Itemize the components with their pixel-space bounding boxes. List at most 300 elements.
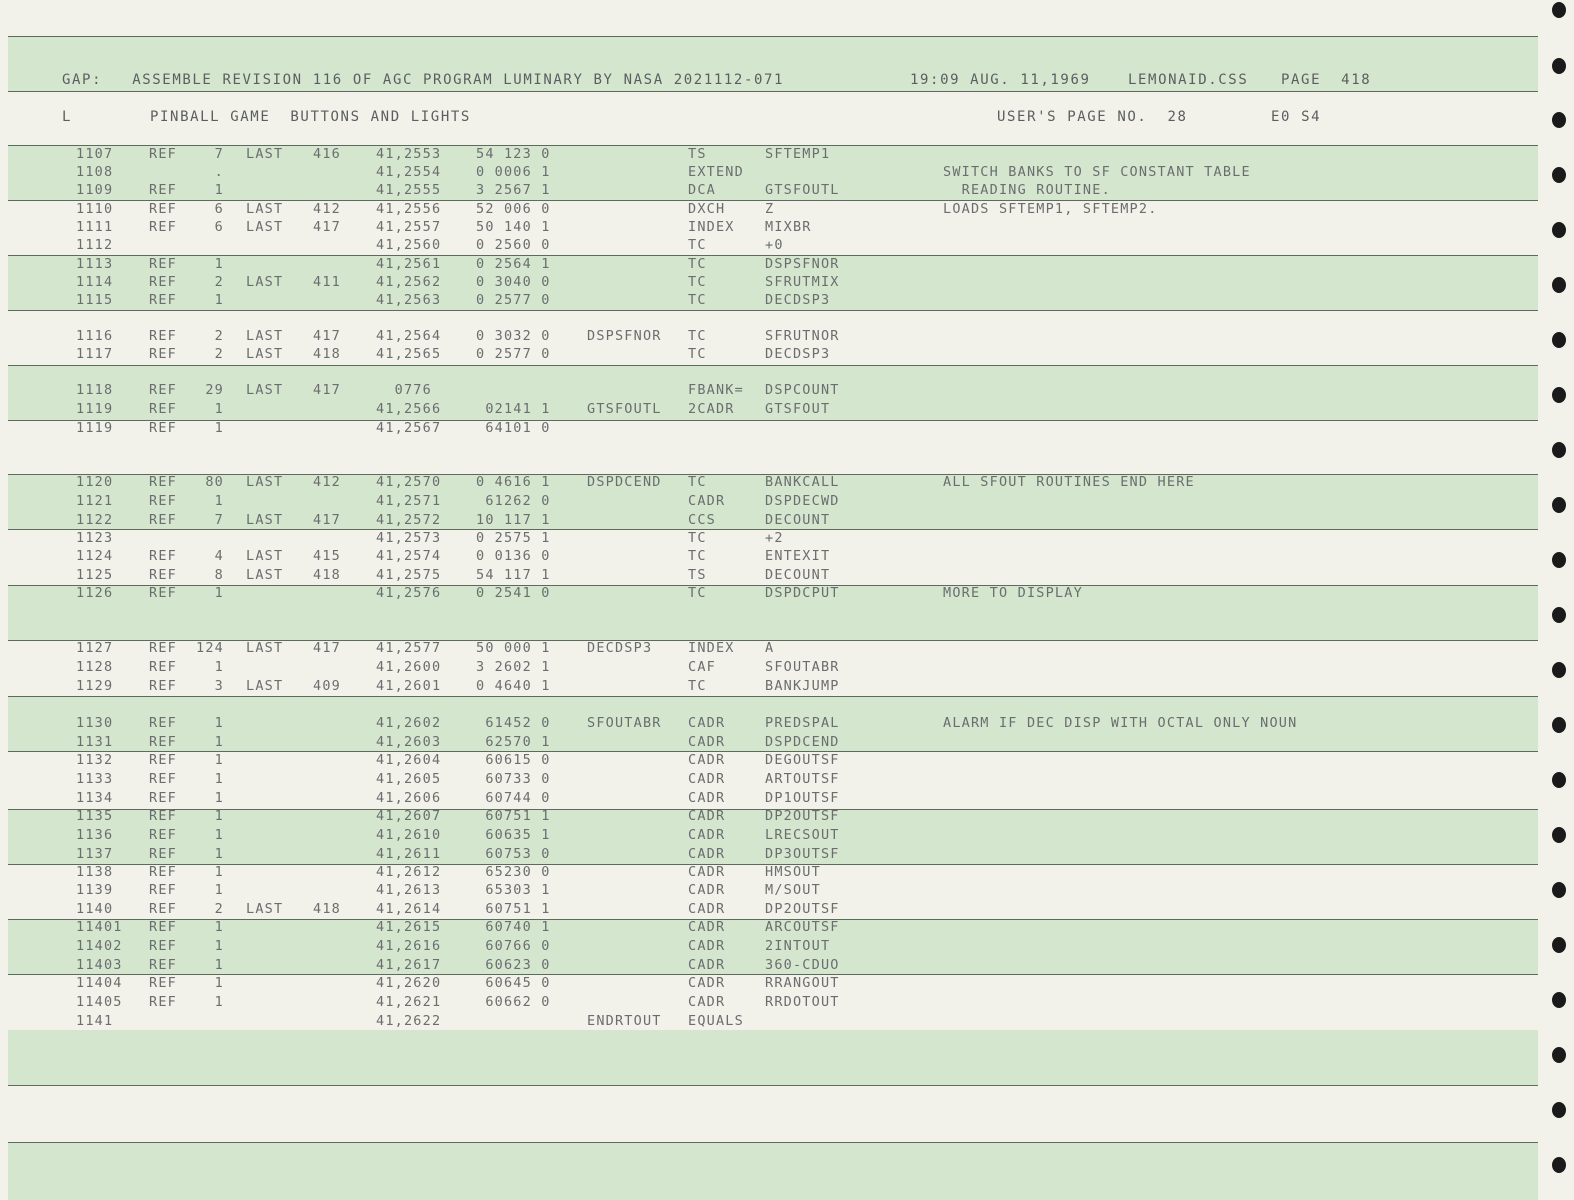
last-page: 416: [313, 146, 341, 162]
last-marker: LAST: [246, 678, 284, 694]
listing-row: [0, 789, 1530, 808]
octal-word: 54 123 0: [476, 146, 551, 162]
ref-count: 2: [214, 346, 224, 362]
operand: GTSFOUT: [765, 401, 831, 417]
ref-marker: REF: [149, 678, 177, 694]
line-number: 1122: [76, 512, 114, 528]
listing-row: [0, 993, 1530, 1012]
line-number: 1110: [76, 201, 114, 217]
listing-row: [0, 863, 1530, 882]
operand: BANKJUMP: [765, 678, 840, 694]
address: 41,2617: [376, 957, 442, 973]
address: 41,2566: [376, 401, 442, 417]
opcode: CADR: [688, 734, 726, 750]
octal-word: 0 2564 1: [476, 256, 551, 272]
operand: DECDSP3: [765, 346, 831, 362]
opcode: EXTEND: [688, 164, 744, 180]
listing-row: [0, 400, 1530, 419]
opcode: CADR: [688, 919, 726, 935]
octal-word: 60635 1: [476, 827, 551, 843]
opcode: CADR: [688, 994, 726, 1010]
opcode: TS: [688, 567, 707, 583]
address: 41,2570: [376, 474, 442, 490]
comment: READING ROUTINE.: [943, 182, 1111, 198]
octal-word: 60645 0: [476, 975, 551, 991]
ref-count: 1: [214, 420, 224, 436]
octal-word: 60662 0: [476, 994, 551, 1010]
octal-word: 61262 0: [476, 493, 551, 509]
line-number: 1113: [76, 256, 114, 272]
address: 41,2603: [376, 734, 442, 750]
symbol-label: DSPSFNOR: [587, 328, 662, 344]
ref-marker: REF: [149, 292, 177, 308]
octal-word: 64101 0: [476, 420, 551, 436]
opcode: TS: [688, 146, 707, 162]
ref-marker: REF: [149, 585, 177, 601]
opcode: CADR: [688, 882, 726, 898]
last-page: 417: [313, 382, 341, 398]
line-number: 1139: [76, 882, 114, 898]
address: 41,2573: [376, 530, 442, 546]
line-number: 1127: [76, 640, 114, 656]
last-marker: LAST: [246, 346, 284, 362]
operand: DSPDECWD: [765, 493, 840, 509]
ref-count: 1: [214, 882, 224, 898]
band-rule: [8, 36, 1538, 37]
line-number: 1118: [76, 382, 114, 398]
paper-band: [8, 1030, 1538, 1085]
line-number: 1116: [76, 328, 114, 344]
line-number: 1109: [76, 182, 114, 198]
listing-row: [0, 658, 1530, 677]
line-number: 11405: [76, 994, 123, 1010]
line-number: 1132: [76, 752, 114, 768]
symbol-label: GTSFOUTL: [587, 401, 662, 417]
ref-count: 2: [214, 274, 224, 290]
address: 41,2572: [376, 512, 442, 528]
last-marker: LAST: [246, 219, 284, 235]
listing-row: [0, 881, 1530, 900]
opcode: TC: [688, 678, 707, 694]
ref-marker: REF: [149, 790, 177, 806]
octal-word: 50 000 1: [476, 640, 551, 656]
line-number: 1130: [76, 715, 114, 731]
address: 41,2611: [376, 846, 442, 862]
octal-word: 3 2567 1: [476, 182, 551, 198]
listing-row: [0, 181, 1530, 200]
opcode: TC: [688, 328, 707, 344]
ref-marker: REF: [149, 846, 177, 862]
line-number: 1119: [76, 420, 114, 436]
ref-count: 1: [214, 975, 224, 991]
octal-word: 0 0006 1: [476, 164, 551, 180]
line-number: 11403: [76, 957, 123, 973]
feed-hole: [1552, 772, 1566, 788]
octal-word: 62570 1: [476, 734, 551, 750]
comment: LOADS SFTEMP1, SFTEMP2.: [943, 201, 1158, 217]
opcode: CADR: [688, 901, 726, 917]
opcode: CADR: [688, 938, 726, 954]
ref-marker: REF: [149, 734, 177, 750]
opcode: INDEX: [688, 219, 735, 235]
listing-row: [0, 291, 1530, 310]
ref-marker: REF: [149, 146, 177, 162]
opcode: INDEX: [688, 640, 735, 656]
last-marker: LAST: [246, 901, 284, 917]
ref-marker: REF: [149, 882, 177, 898]
opcode: TC: [688, 548, 707, 564]
opcode: CADR: [688, 808, 726, 824]
ref-marker: REF: [149, 493, 177, 509]
ref-count: 1: [214, 256, 224, 272]
ref-marker: REF: [149, 640, 177, 656]
octal-word: 50 140 1: [476, 219, 551, 235]
ref-count: 1: [214, 919, 224, 935]
opcode: CADR: [688, 957, 726, 973]
last-page: 411: [313, 274, 341, 290]
opcode: TC: [688, 237, 707, 253]
line-number: 1129: [76, 678, 114, 694]
operand: ENTEXIT: [765, 548, 831, 564]
operand: ARCOUTSF: [765, 919, 840, 935]
octal-word: 60744 0: [476, 790, 551, 806]
band-rule: [8, 1085, 1538, 1086]
listing-row: [0, 918, 1530, 937]
feed-hole: [1552, 58, 1566, 74]
ref-count: 1: [214, 827, 224, 843]
operand: MIXBR: [765, 219, 812, 235]
ref-count: 1: [214, 585, 224, 601]
feed-hole: [1552, 497, 1566, 513]
address: 41,2565: [376, 346, 442, 362]
line-number: 1141: [76, 1013, 114, 1029]
operand: 360-CDUO: [765, 957, 840, 973]
last-marker: LAST: [246, 146, 284, 162]
opcode: DXCH: [688, 201, 726, 217]
operand: RRANGOUT: [765, 975, 840, 991]
ref-count: 1: [214, 715, 224, 731]
operand: SFRUTNOR: [765, 328, 840, 344]
line-number: 1128: [76, 659, 114, 675]
octal-word: 52 006 0: [476, 201, 551, 217]
ref-count: 6: [214, 201, 224, 217]
listing-row: [0, 473, 1530, 492]
listing-row: [0, 511, 1530, 530]
address: 41,2614: [376, 901, 442, 917]
feed-hole: [1552, 552, 1566, 568]
listing-row: [0, 956, 1530, 975]
ref-count: 124: [196, 640, 224, 656]
feed-hole: [1552, 2, 1566, 18]
feed-hole: [1552, 167, 1566, 183]
ref-count: 1: [214, 846, 224, 862]
line-number: 1140: [76, 901, 114, 917]
opcode: CADR: [688, 493, 726, 509]
octal-word: 0 2560 0: [476, 237, 551, 253]
band-rule: [8, 696, 1538, 697]
opcode: CADR: [688, 846, 726, 862]
opcode: TC: [688, 256, 707, 272]
address: 41,2575: [376, 567, 442, 583]
octal-word: 60751 1: [476, 808, 551, 824]
comment: ALARM IF DEC DISP WITH OCTAL ONLY NOUN: [943, 715, 1298, 731]
ref-count: 1: [214, 493, 224, 509]
last-marker: LAST: [246, 567, 284, 583]
opcode: CADR: [688, 790, 726, 806]
operand: SFTEMP1: [765, 146, 831, 162]
listing-row: [0, 714, 1530, 733]
octal-word: 3 2602 1: [476, 659, 551, 675]
page-title: GAP: ASSEMBLE REVISION 116 OF AGC PROGRAM LUMINARY BY NASA 2021112-071: [62, 72, 785, 88]
address: 41,2556: [376, 201, 442, 217]
listing-row: [0, 492, 1530, 511]
ref-marker: REF: [149, 182, 177, 198]
ref-count: 8: [214, 567, 224, 583]
opcode: CADR: [688, 752, 726, 768]
address: 0776: [376, 382, 432, 398]
opcode: TC: [688, 585, 707, 601]
last-page: 409: [313, 678, 341, 694]
feed-hole: [1552, 882, 1566, 898]
ref-count: 1: [214, 734, 224, 750]
feed-hole: [1552, 1157, 1566, 1173]
last-page: 415: [313, 548, 341, 564]
listing-row: [0, 236, 1530, 255]
line-number: 11402: [76, 938, 123, 954]
address: 41,2557: [376, 219, 442, 235]
opcode: CAF: [688, 659, 716, 675]
address: 41,2560: [376, 237, 442, 253]
listing-row: [0, 845, 1530, 864]
last-page: 412: [313, 201, 341, 217]
ref-marker: REF: [149, 256, 177, 272]
operand: LRECSOUT: [765, 827, 840, 843]
address: 41,2553: [376, 146, 442, 162]
line-number: 1115: [76, 292, 114, 308]
listing-row: [0, 751, 1530, 770]
ref-count: 1: [214, 659, 224, 675]
listing-row: [0, 770, 1530, 789]
address: 41,2567: [376, 420, 442, 436]
operand: DP3OUTSF: [765, 846, 840, 862]
operand: PREDSPAL: [765, 715, 840, 731]
address: 41,2571: [376, 493, 442, 509]
ref-marker: REF: [149, 219, 177, 235]
operand: DSPDCPUT: [765, 585, 840, 601]
feed-hole: [1552, 1047, 1566, 1063]
address: 41,2616: [376, 938, 442, 954]
operand: DP1OUTSF: [765, 790, 840, 806]
listing-row: [0, 937, 1530, 956]
ref-marker: REF: [149, 274, 177, 290]
last-marker: LAST: [246, 640, 284, 656]
address: 41,2576: [376, 585, 442, 601]
last-marker: LAST: [246, 548, 284, 564]
line-number: 1131: [76, 734, 114, 750]
address: 41,2574: [376, 548, 442, 564]
opcode: DCA: [688, 182, 716, 198]
ref-marker: REF: [149, 938, 177, 954]
octal-word: 02141 1: [476, 401, 551, 417]
ref-marker: REF: [149, 864, 177, 880]
opcode: CADR: [688, 771, 726, 787]
ref-count: 80: [205, 474, 224, 490]
operand: DSPDCEND: [765, 734, 840, 750]
address: 41,2601: [376, 678, 442, 694]
listing-row: [0, 584, 1530, 603]
operand: DSPCOUNT: [765, 382, 840, 398]
opcode: TC: [688, 346, 707, 362]
line-number: 1137: [76, 846, 114, 862]
octal-word: 54 117 1: [476, 567, 551, 583]
last-marker: LAST: [246, 274, 284, 290]
octal-word: 60740 1: [476, 919, 551, 935]
opcode: FBANK=: [688, 382, 744, 398]
ref-marker: REF: [149, 201, 177, 217]
operand: DECDSP3: [765, 292, 831, 308]
page-code: E0 S4: [1271, 109, 1322, 125]
feed-hole: [1552, 607, 1566, 623]
ref-count: 1: [214, 864, 224, 880]
band-rule: [8, 310, 1538, 311]
section-title: PINBALL GAME BUTTONS AND LIGHTS: [150, 109, 471, 125]
octal-word: 0 2577 0: [476, 292, 551, 308]
operand: 2INTOUT: [765, 938, 831, 954]
operand: HMSOUT: [765, 864, 821, 880]
operand: DSPSFNOR: [765, 256, 840, 272]
last-page: 417: [313, 219, 341, 235]
ref-count: 4: [214, 548, 224, 564]
line-number: 1136: [76, 827, 114, 843]
operand: +0: [765, 237, 784, 253]
ref-count: 1: [214, 790, 224, 806]
ref-marker: REF: [149, 771, 177, 787]
operand: SFRUTMIX: [765, 274, 840, 290]
listing-row: [0, 733, 1530, 752]
octal-word: 10 117 1: [476, 512, 551, 528]
paper-band: [8, 1142, 1538, 1200]
opcode: CADR: [688, 864, 726, 880]
ref-marker: REF: [149, 994, 177, 1010]
opcode: CADR: [688, 715, 726, 731]
listing-row: [0, 419, 1530, 438]
feed-hole: [1552, 387, 1566, 403]
octal-word: 60766 0: [476, 938, 551, 954]
address: 41,2561: [376, 256, 442, 272]
ref-marker: REF: [149, 901, 177, 917]
opcode: TC: [688, 530, 707, 546]
ref-count: 1: [214, 938, 224, 954]
address: 41,2554: [376, 164, 442, 180]
address: 41,2613: [376, 882, 442, 898]
last-marker: LAST: [246, 512, 284, 528]
octal-word: 0 2541 0: [476, 585, 551, 601]
address: 41,2612: [376, 864, 442, 880]
line-number: 1119: [76, 401, 114, 417]
ref-count: 2: [214, 901, 224, 917]
listing-row: [0, 566, 1530, 585]
line-number: 11404: [76, 975, 123, 991]
ref-count: 2: [214, 328, 224, 344]
ref-marker: REF: [149, 474, 177, 490]
ref-marker: REF: [149, 957, 177, 973]
listing-row: [0, 218, 1530, 237]
octal-word: 60753 0: [476, 846, 551, 862]
ref-count: .: [214, 164, 224, 180]
symbol-label: DECDSP3: [587, 640, 653, 656]
line-number: 1133: [76, 771, 114, 787]
address: 41,2620: [376, 975, 442, 991]
symbol-label: DSPDCEND: [587, 474, 662, 490]
octal-word: 60615 0: [476, 752, 551, 768]
line-number: 1135: [76, 808, 114, 824]
feed-hole: [1552, 717, 1566, 733]
last-page: 418: [313, 901, 341, 917]
address: 41,2621: [376, 994, 442, 1010]
ref-marker: REF: [149, 512, 177, 528]
octal-word: 60623 0: [476, 957, 551, 973]
last-page: 418: [313, 567, 341, 583]
operand: ARTOUTSF: [765, 771, 840, 787]
line-number: 1125: [76, 567, 114, 583]
ref-count: 1: [214, 771, 224, 787]
ref-marker: REF: [149, 752, 177, 768]
feed-hole: [1552, 332, 1566, 348]
octal-word: 60751 1: [476, 901, 551, 917]
line-number: 1138: [76, 864, 114, 880]
address: 41,2615: [376, 919, 442, 935]
ref-count: 1: [214, 752, 224, 768]
comment: ALL SFOUT ROUTINES END HERE: [943, 474, 1195, 490]
line-number: 1108: [76, 164, 114, 180]
users-page: USER'S PAGE NO. 28: [997, 109, 1188, 125]
symbol-label: ENDRTOUT: [587, 1013, 662, 1029]
ref-marker: REF: [149, 328, 177, 344]
octal-word: 65303 1: [476, 882, 551, 898]
opcode: CADR: [688, 827, 726, 843]
opcode: 2CADR: [688, 401, 735, 417]
feed-hole: [1552, 992, 1566, 1008]
line-number: 1120: [76, 474, 114, 490]
line-number: 1134: [76, 790, 114, 806]
last-page: 412: [313, 474, 341, 490]
address: 41,2602: [376, 715, 442, 731]
job-name: LEMONAID.CSS: [1128, 72, 1249, 88]
octal-word: 0 3032 0: [476, 328, 551, 344]
page-number: PAGE 418: [1281, 72, 1372, 88]
operand: Z: [765, 201, 775, 217]
line-number: 1126: [76, 585, 114, 601]
feed-hole: [1552, 442, 1566, 458]
ref-marker: REF: [149, 346, 177, 362]
ref-marker: REF: [149, 567, 177, 583]
ref-count: 1: [214, 808, 224, 824]
line-number: 1114: [76, 274, 114, 290]
listing-row: [0, 255, 1530, 274]
ref-count: 1: [214, 957, 224, 973]
operand: DP2OUTSF: [765, 808, 840, 824]
line-number: 1121: [76, 493, 114, 509]
feed-hole: [1552, 937, 1566, 953]
last-page: 418: [313, 346, 341, 362]
listing-row: [0, 381, 1530, 400]
timestamp: 19:09 AUG. 11,1969: [910, 72, 1091, 88]
last-marker: LAST: [246, 382, 284, 398]
feed-hole: [1552, 1102, 1566, 1118]
octal-word: 0 2575 1: [476, 530, 551, 546]
octal-word: 0 2577 0: [476, 346, 551, 362]
operand: DECOUNT: [765, 567, 831, 583]
